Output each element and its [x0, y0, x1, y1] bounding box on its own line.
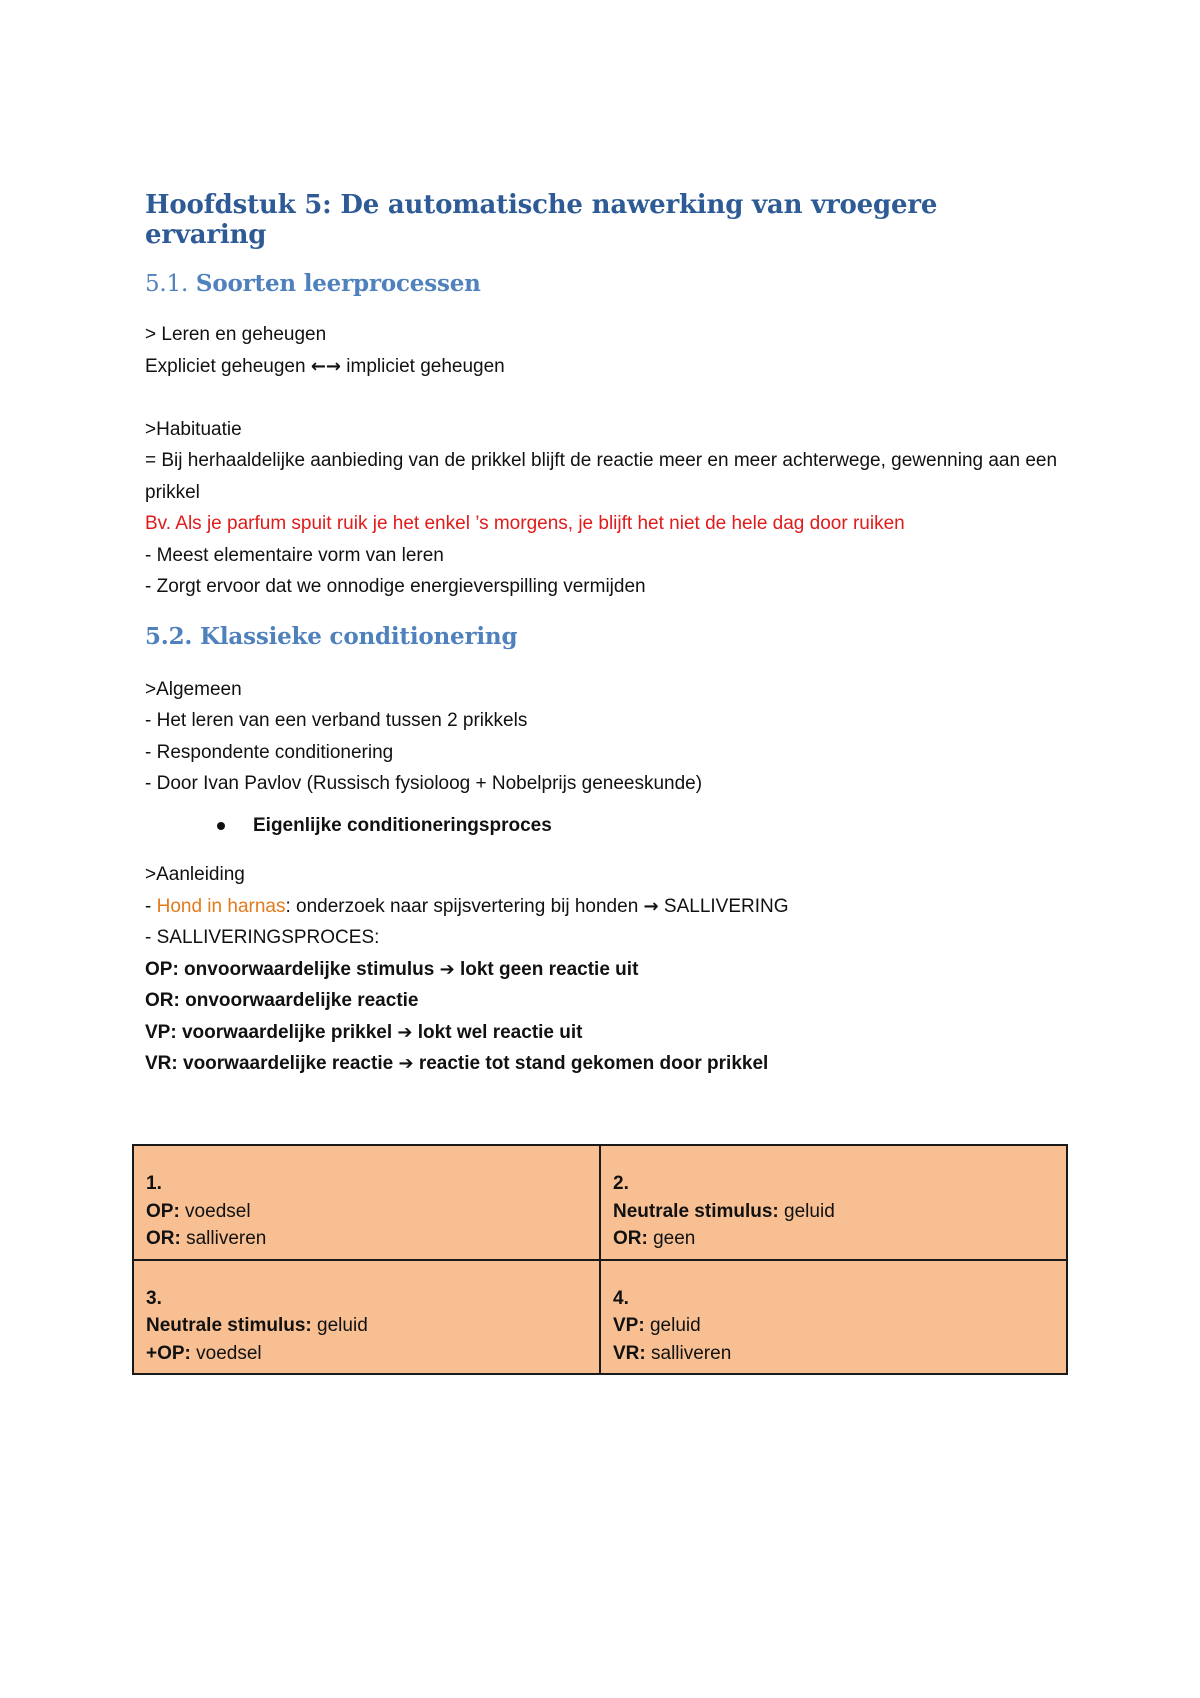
double-arrow-icon: ←→: [310, 355, 342, 377]
text-span: impliciet geheugen: [341, 355, 505, 377]
cell-value: geluid: [311, 1315, 368, 1336]
list-item: - Meest elementaire vorm van leren: [145, 544, 444, 566]
text-line: > Leren en geheugen: [145, 324, 327, 345]
cell-value: voedsel: [190, 1342, 262, 1364]
cell-value: geluid: [778, 1200, 835, 1222]
cell-line: [613, 1198, 1054, 1226]
arrow-right-icon: →: [643, 895, 659, 917]
text-span: -: [145, 895, 157, 917]
section-title: Klassieke conditionering: [200, 622, 518, 650]
conditioning-steps-table: [132, 1144, 1068, 1375]
text-span: VP: voorwaardelijke prikkel: [145, 1021, 398, 1043]
cell-line: [613, 1340, 1054, 1368]
section-title: Soorten leerprocessen: [195, 270, 481, 297]
cell-label: VR:: [613, 1342, 646, 1364]
text-span: lokt wel reactie uit: [412, 1021, 583, 1043]
definition-or: OR: onvoorwaardelijke reactie: [145, 990, 419, 1011]
table-cell-step-3: [133, 1260, 600, 1375]
cell-line: [146, 1312, 587, 1340]
list-item: - Respondente conditionering: [145, 741, 394, 763]
text-span: OP: onvoorwaardelijke stimulus: [145, 958, 440, 980]
cell-label: Neutrale stimulus:: [146, 1315, 312, 1336]
cell-value: geen: [647, 1228, 696, 1249]
arrow-right-icon: ➔: [397, 1021, 413, 1043]
section-heading-5-2: [145, 623, 1065, 650]
arrow-right-icon: ➔: [398, 1053, 414, 1074]
document-content: [145, 190, 1065, 1080]
text-line: [145, 351, 1065, 383]
table-row: [133, 1260, 1067, 1375]
cell-line: [146, 1340, 587, 1368]
cell-line: [146, 1198, 587, 1226]
section-number: 5.2.: [145, 622, 193, 650]
cell-value: voedsel: [179, 1200, 251, 1222]
table-cell-step-1: [133, 1145, 600, 1260]
table-row: [133, 1145, 1067, 1260]
definition-vr: [145, 1048, 1065, 1080]
step-number: 1.: [146, 1173, 162, 1194]
highlight-text: Hond in harnas: [156, 895, 286, 917]
text-line: >Algemeen: [145, 678, 242, 700]
step-number: 3.: [146, 1287, 162, 1309]
cell-label: Neutrale stimulus:: [613, 1200, 779, 1222]
step-number: 2.: [613, 1173, 629, 1194]
cell-label: +OP:: [146, 1342, 191, 1364]
chapter-title: Hoofdstuk 5: De automatische nawerking van vroegere ervaring: [145, 190, 938, 250]
section-heading-5-1: [145, 270, 1065, 297]
text-span: VR: voorwaardelijke reactie: [145, 1053, 399, 1074]
text-line: [145, 891, 1065, 923]
table-cell-step-2: [600, 1145, 1067, 1260]
bullet-text: Eigenlijke conditioneringsproces: [253, 814, 552, 836]
text-span: SALLIVERING: [658, 895, 789, 917]
cell-value: salliveren: [180, 1228, 267, 1249]
text-span: Expliciet geheugen: [145, 355, 311, 377]
cell-label: VP:: [613, 1315, 645, 1336]
list-item: - Door Ivan Pavlov (Russisch fysioloog + Nobelprijs geneeskunde): [145, 773, 703, 794]
text-span: lokt geen reactie uit: [454, 958, 639, 980]
cell-line: [613, 1225, 1054, 1253]
step-number: 4.: [613, 1287, 629, 1309]
text-line: - SALLIVERINGSPROCES:: [145, 927, 380, 948]
list-item: - Zorgt ervoor dat we onnodige energieverspilling vermijden: [145, 576, 646, 597]
table-cell-step-4: [600, 1260, 1067, 1375]
bullet-item: [145, 810, 1065, 842]
definition-vp: [145, 1017, 1065, 1049]
definition-op: [145, 954, 1065, 986]
cell-value: geluid: [644, 1315, 701, 1336]
cell-label: OR:: [146, 1228, 181, 1249]
definition-text: = Bij herhaaldelijke aanbieding van de prikkel blijft de reactie meer en meer achterwege, gewenning aan een prikkel: [145, 450, 1058, 503]
text-line: >Aanleiding: [145, 864, 245, 885]
cell-label: OP:: [146, 1200, 180, 1222]
bullet-icon: [217, 822, 225, 830]
text-span: reactie tot stand gekomen door prikkel: [413, 1053, 769, 1074]
section-number: 5.1.: [145, 271, 189, 297]
cell-line: [146, 1225, 587, 1253]
list-item: - Het leren van een verband tussen 2 prikkels: [145, 710, 528, 731]
arrow-right-icon: ➔: [439, 958, 455, 980]
cell-line: [613, 1312, 1054, 1340]
cell-label: OR:: [613, 1228, 648, 1249]
cell-value: salliveren: [645, 1342, 732, 1364]
example-text: Bv. Als je parfum spuit ruik je het enkel ’s morgens, je blijft het niet de hele dag door ruiken: [145, 513, 905, 534]
text-line: >Habituatie: [145, 418, 242, 440]
text-span: : onderzoek naar spijsvertering bij honden: [285, 895, 644, 917]
